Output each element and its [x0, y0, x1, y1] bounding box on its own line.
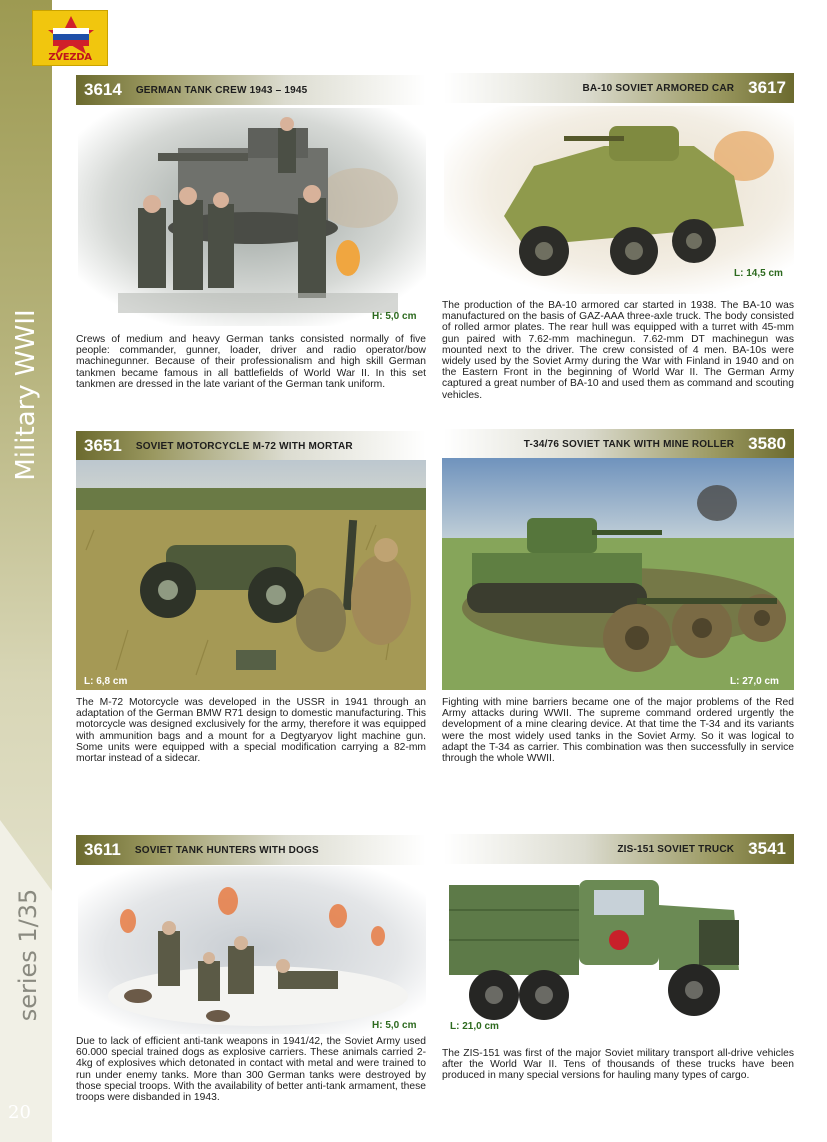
product-description: Fighting with mine barriers became one of the major problems of the Red Army attacks during WWII. The supreme command ordered urgently the development of a mine clearing device. At that time the T-34 and its variants were the most widely used tanks in the Soviet Army. So it was logical to adapt the T-34 as carrier. This combination was then successfully in service through the whole WWII.	[442, 697, 794, 765]
product-name: GERMAN TANK CREW 1943 – 1945	[135, 84, 308, 96]
product-description: Due to lack of efficient anti-tank weapons in 1941/42, the Soviet Army used 60.000 special trained dogs as explosive carriers. These animals carried 2-4kg of explosives which detonated in contact with metal and were trained to run under enemy tanks. More than 300 German tanks were destroyed by those special troops. With the availability of better anti-tank armament, these troops were disbanded in 1943.	[76, 1036, 426, 1104]
product-header-3580	[444, 429, 794, 459]
product-description: The ZIS-151 was first of the major Soviet military transport all-drive vehicles after the World War II. Tens of thousands of these trucks have been produced in many special versions for hauling many types of cargo.	[442, 1048, 794, 1082]
product-header-3611	[76, 835, 426, 865]
product-name: ZIS-151 SOVIET TRUCK	[617, 843, 735, 855]
product-measure: L: 21,0 cm	[450, 1021, 499, 1032]
product-name: SOVIET MOTORCYCLE M-72 WITH MORTAR	[135, 440, 353, 452]
product-code: 3614	[84, 80, 122, 99]
product-name: SOVIET TANK HUNTERS WITH DOGS	[134, 844, 319, 856]
product-image-t34-roller	[442, 458, 794, 690]
product-description: The M-72 Motorcycle was developed in the USSR in 1941 through an adaptation of the German BMW R71 design to domestic manufacturing. This motorcycle was designed exclusively for the army, therefore it was equipped with ammunition bags and a mount for a Degtyaryov light machine gun. Some units were equipped with a special modification carrying a 82-mm mortar instead of a sidecar.	[76, 697, 426, 765]
flag-star-icon	[39, 14, 103, 56]
product-code: 3617	[748, 78, 786, 97]
product-image-motorcycle	[76, 460, 426, 690]
product-measure: H: 5,0 cm	[372, 1020, 417, 1031]
product-image-zis151	[444, 870, 794, 1040]
product-description: The production of the BA-10 armored car started in 1938. The BA-10 was manufactured on the basis of GAZ-AAA three-axle truck. The body consisted of rolled armor plates. The rear hull was equipped with a turret with 45-mm gun paired with 7.62-mm machinegun. 7.62-mm DT machinegun was mounted next to the driver. The crew consisted of 4 men. BA-10s were widely used by the Soviet Army during the War with Finland in 1940 and on the Eastern Front in the beginning of World War II. The German Army captured a great number of BA-10 and used them as command and scouting vehicles.	[442, 300, 794, 401]
product-image-tank-hunters	[78, 866, 426, 1034]
product-code: 3580	[748, 434, 786, 453]
product-image-tank-crew	[78, 108, 426, 326]
section-title: Military WWII	[11, 309, 41, 481]
product-header-3614	[76, 75, 426, 105]
product-header-3651	[76, 431, 426, 461]
product-header-3617	[444, 73, 794, 103]
product-code: 3651	[84, 436, 122, 455]
product-header-3541	[444, 834, 794, 864]
logo-text: ZVEZDA	[48, 52, 92, 63]
series-label: series 1/35	[14, 888, 42, 1022]
product-measure: L: 6,8 cm	[84, 676, 128, 687]
product-name: BA-10 SOVIET ARMORED CAR	[582, 82, 735, 94]
product-code: 3541	[748, 839, 786, 858]
product-measure: H: 5,0 cm	[372, 311, 417, 322]
product-description: Crews of medium and heavy German tanks consisted normally of five people: commander, gunner, loader, driver and radio operator/bow machinegunner. Because of their professionalism and high skill German tankmen became famous in all battlefields of World War II. In this set tankmen are dressed in the late variant of the German tank uniform.	[76, 334, 426, 390]
zvezda-logo	[32, 10, 108, 66]
product-code: 3611	[84, 840, 121, 859]
product-name: T-34/76 SOVIET TANK WITH MINE ROLLER	[523, 438, 735, 450]
product-image-ba10	[444, 106, 794, 294]
page-number: 20	[8, 1102, 31, 1123]
product-measure: L: 14,5 cm	[734, 268, 783, 279]
product-measure: L: 27,0 cm	[730, 676, 779, 687]
